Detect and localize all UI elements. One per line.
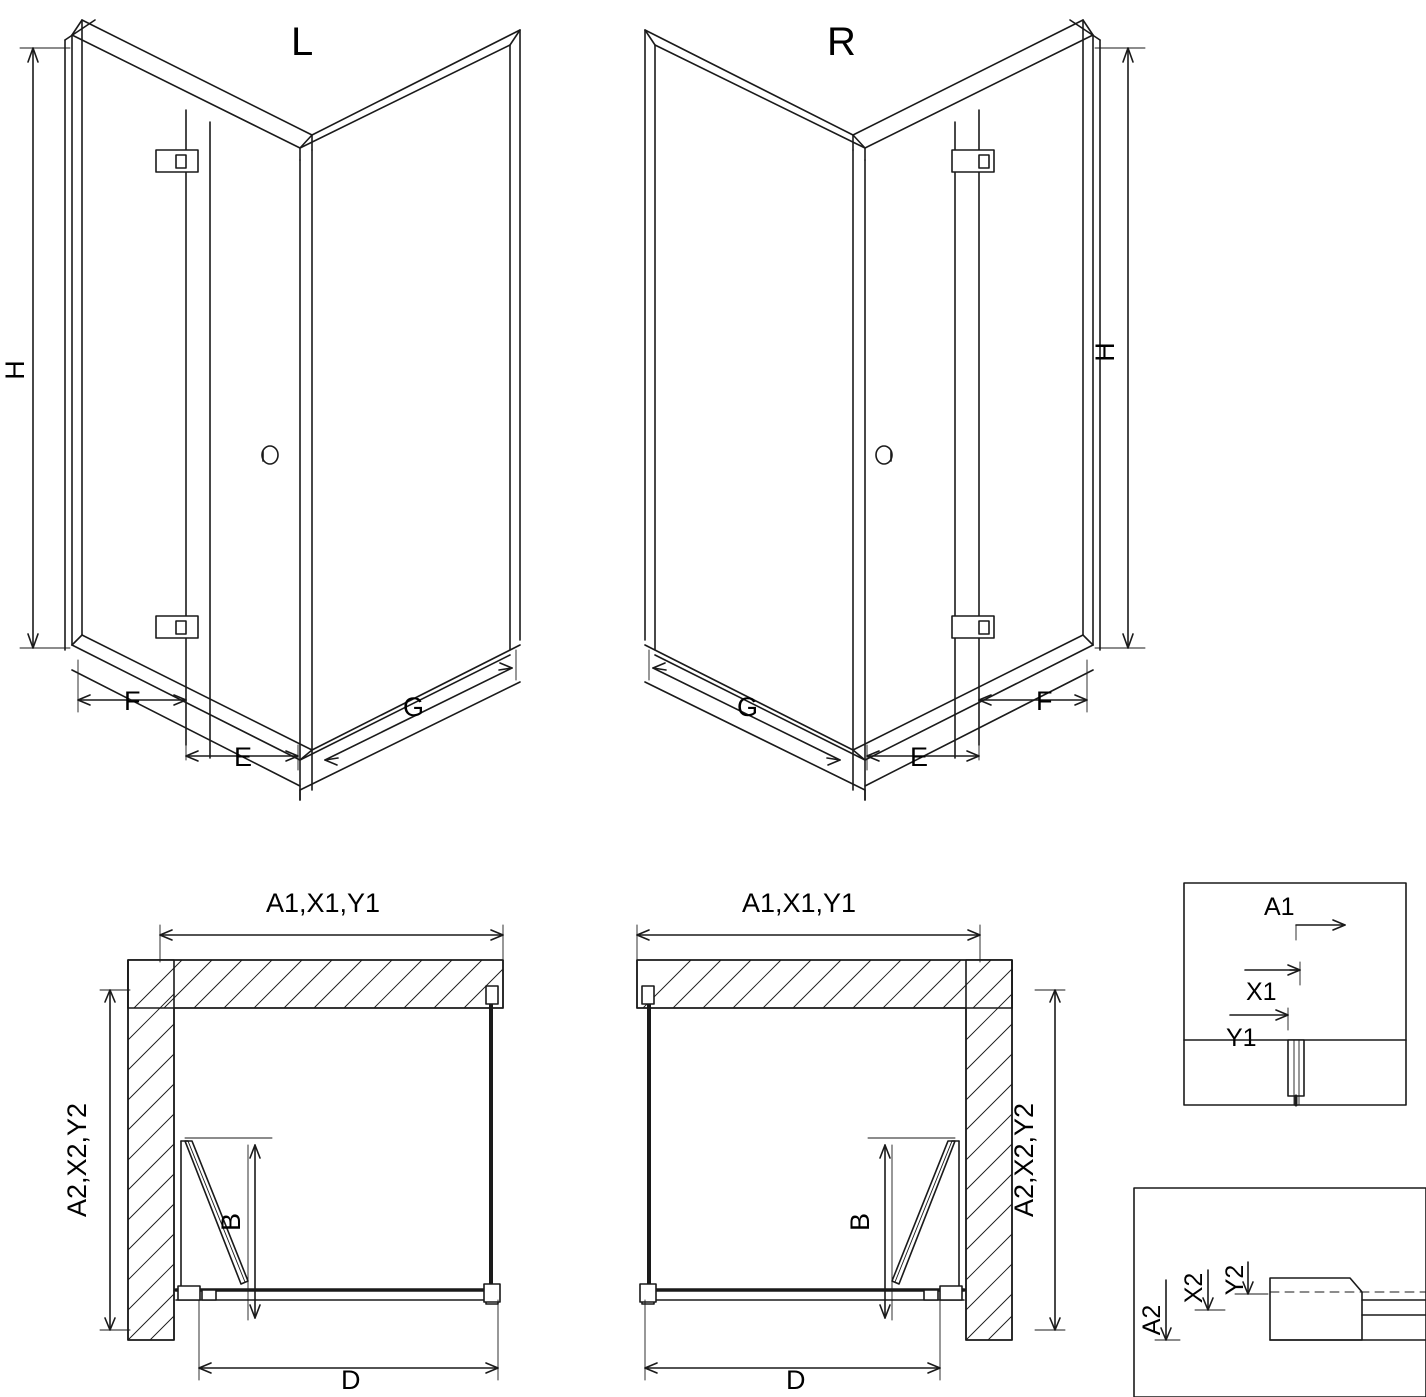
- detail-dim-a2: A2: [1138, 1304, 1166, 1336]
- iso-view-right: [645, 20, 1145, 800]
- dim-e-right: E: [910, 742, 929, 772]
- dim-a2x2y2-right: A2,X2,Y2: [1009, 1102, 1039, 1218]
- dim-f-left: F: [124, 686, 141, 716]
- dim-a1x1y1-left: A1,X1,Y1: [266, 888, 381, 918]
- dim-b-left: B: [216, 1212, 246, 1232]
- detail-bottom: [1134, 1188, 1426, 1397]
- label-view-right: R: [827, 20, 856, 64]
- dim-h-right: H: [1090, 342, 1120, 362]
- detail-dim-x1: X1: [1246, 978, 1277, 1006]
- dim-h-left: H: [0, 360, 30, 380]
- plan-view-right: [637, 925, 1065, 1380]
- dim-d-right: D: [786, 1365, 806, 1395]
- detail-dim-a1: A1: [1264, 893, 1295, 921]
- dim-a2x2y2-left: A2,X2,Y2: [62, 1102, 92, 1218]
- dim-g-right: G: [737, 692, 759, 722]
- dim-g-left: G: [403, 692, 425, 722]
- dim-f-right: F: [1036, 686, 1053, 716]
- detail-dim-y1: Y1: [1226, 1024, 1257, 1052]
- detail-dim-x2: X2: [1180, 1272, 1208, 1304]
- dim-e-left: E: [234, 742, 253, 772]
- iso-view-left: [20, 20, 520, 800]
- dim-a1x1y1-right: A1,X1,Y1: [742, 888, 857, 918]
- dim-b-right: B: [845, 1212, 875, 1232]
- plan-view-left: [100, 925, 503, 1380]
- label-view-left: L: [291, 20, 314, 64]
- detail-dim-y2: Y2: [1221, 1264, 1249, 1296]
- detail-top: [1184, 883, 1406, 1105]
- dim-d-left: D: [341, 1365, 361, 1395]
